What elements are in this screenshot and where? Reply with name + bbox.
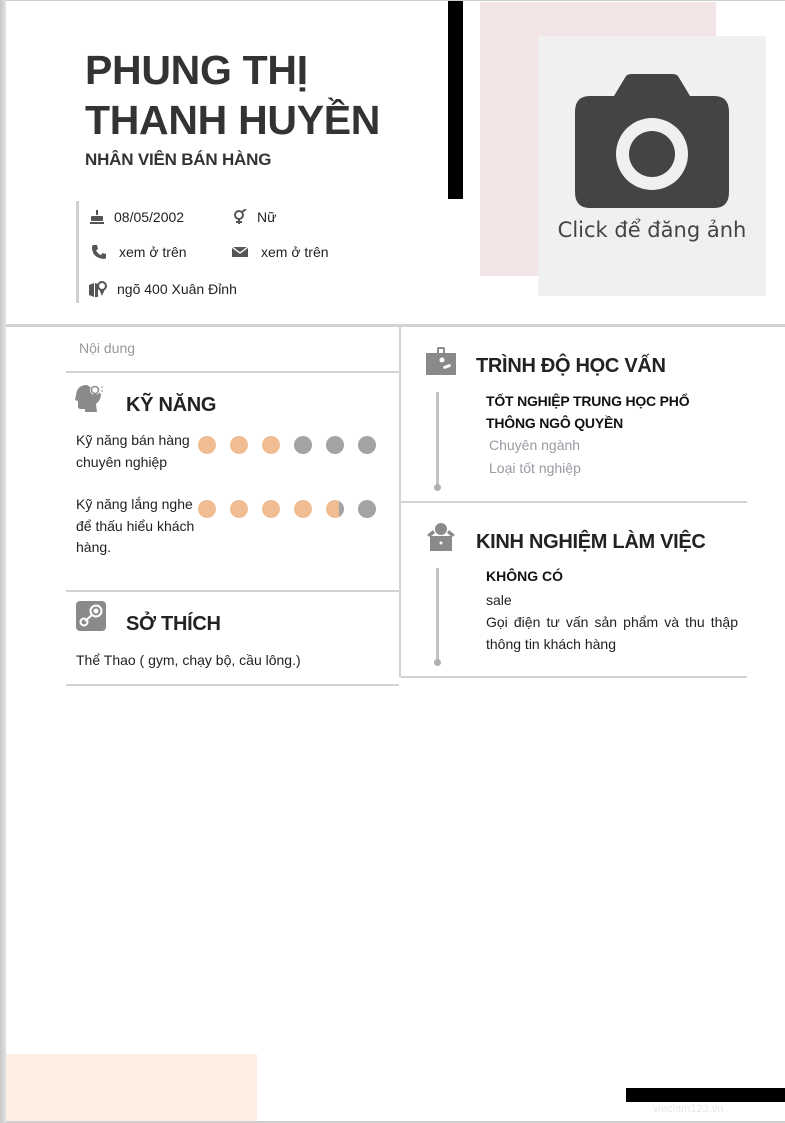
name-line-2: THANH HUYỀN	[85, 97, 381, 143]
rating-dot-partial	[326, 500, 344, 518]
phone-icon	[90, 243, 108, 261]
rating-dot-filled	[230, 500, 248, 518]
page-shadow	[0, 0, 6, 1123]
decorative-peach-block	[6, 1054, 257, 1121]
map-marker-icon	[89, 280, 107, 298]
rating-dot-filled	[294, 500, 312, 518]
rating-dot-filled	[230, 436, 248, 454]
photo-upload-label: Click để đăng ảnh	[557, 218, 747, 242]
email-value: xem ở trên	[261, 244, 329, 260]
envelope-icon	[231, 243, 249, 261]
education-school[interactable]: TỐT NGHIỆP TRUNG HỌC PHỔ THÔNG NGÔ QUYỀN	[486, 393, 690, 431]
job-title[interactable]: NHÂN VIÊN BÁN HÀNG	[85, 150, 272, 169]
experience-timeline-dot	[434, 659, 441, 666]
experience-timeline	[436, 568, 439, 661]
experience-title[interactable]: KINH NGHIỆM LÀM VIỆC	[476, 531, 706, 553]
experience-company[interactable]: KHÔNG CÓ	[486, 568, 563, 584]
rating-dot-filled	[262, 436, 280, 454]
head-lightbulb-icon	[75, 382, 107, 417]
contact-address[interactable]	[89, 280, 237, 298]
contact-gender[interactable]	[231, 208, 276, 226]
steam-icon	[76, 601, 106, 636]
rating-dot-filled	[262, 500, 280, 518]
education-major[interactable]: Chuyên ngành	[489, 437, 581, 453]
gender-value: Nữ	[257, 209, 277, 225]
contact-birthday[interactable]	[88, 208, 184, 226]
address-value: ngõ 400 Xuân Đỉnh	[117, 281, 237, 297]
rating-dot-empty	[326, 436, 344, 454]
rating-dot-empty	[358, 500, 376, 518]
hobbies-divider	[66, 684, 399, 686]
contact-left-bar	[76, 201, 79, 303]
education-title[interactable]: TRÌNH ĐỘ HỌC VẤN	[476, 355, 666, 377]
birthday-cake-icon	[88, 208, 106, 226]
skill-rating[interactable]	[198, 436, 376, 454]
experience-position[interactable]: sale	[486, 592, 512, 608]
name-line-1: PHUNG THỊ	[85, 47, 308, 93]
skill-name[interactable]: Kỹ năng bán hàng chuyên nghiệp	[76, 432, 190, 470]
birthday-value: 08/05/2002	[114, 209, 185, 225]
experience-divider	[401, 676, 747, 678]
camera-icon	[574, 74, 730, 210]
contact-email[interactable]	[231, 243, 329, 261]
decorative-footer-bar	[626, 1088, 785, 1102]
education-grade[interactable]: Loại tốt nghiệp	[489, 460, 581, 476]
education-timeline-dot	[434, 484, 441, 491]
gender-icon	[231, 208, 249, 226]
objective-input[interactable]: Nội dung	[79, 340, 136, 356]
experience-description[interactable]: Gọi điện tư vấn sản phẩm và thu thập thông tin khách hàng	[486, 614, 738, 652]
rating-dot-empty	[294, 436, 312, 454]
skills-divider	[66, 590, 399, 592]
briefcase-icon	[426, 347, 456, 380]
skill-name[interactable]: Kỹ năng lắng nghe để thấu hiểu khách hàng.	[76, 496, 195, 555]
page-top-border	[6, 0, 785, 1]
rating-dot-filled	[198, 436, 216, 454]
candidate-name[interactable]	[85, 45, 380, 145]
phone-value: xem ở trên	[119, 244, 187, 260]
person-laptop-icon	[425, 523, 457, 556]
hobbies-text[interactable]: Thể Thao ( gym, chạy bộ, cầu lông.)	[76, 652, 301, 668]
education-timeline	[436, 392, 439, 486]
photo-upload-button[interactable]	[538, 36, 766, 296]
rating-dot-empty	[358, 436, 376, 454]
header-divider	[6, 324, 785, 327]
skills-title[interactable]: KỸ NĂNG	[126, 394, 217, 416]
education-divider	[401, 501, 747, 503]
hobbies-title[interactable]: SỞ THÍCH	[126, 613, 221, 635]
objective-divider	[66, 371, 399, 373]
skill-rating[interactable]	[198, 500, 376, 518]
rating-dot-filled	[198, 500, 216, 518]
decorative-black-bar	[448, 1, 463, 199]
watermark: vieclam123.vn	[653, 1103, 724, 1115]
contact-phone[interactable]	[90, 243, 187, 261]
